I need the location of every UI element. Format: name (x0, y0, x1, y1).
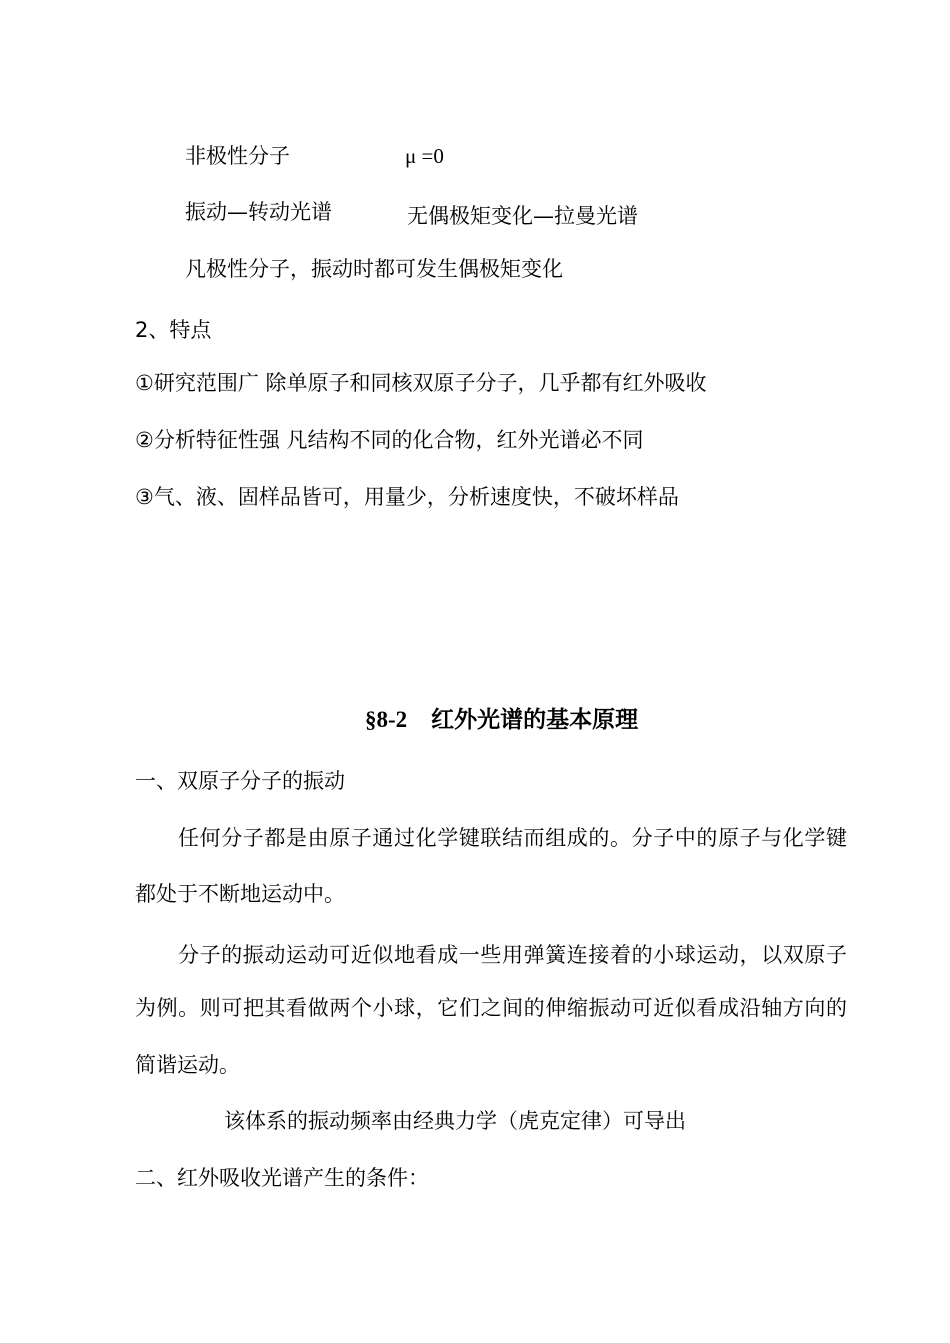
feature-item-3: ③气、液、固样品皆可，用量少，分析速度快，不破坏样品 (135, 485, 679, 509)
paragraph-2-line-2: 为例。则可把其看做两个小球，它们之间的伸缩振动可近似看成沿轴方向的 (135, 996, 847, 1020)
subheading-diatomic-vibration: 一、双原子分子的振动 (135, 769, 345, 793)
vibration-rotation-spectrum-text: 振动—转动光谱 (185, 200, 332, 224)
section-heading (365, 706, 638, 734)
feature-item-1: ①研究范围广 除单原子和同核双原子分子，几乎都有红外吸收 (135, 371, 707, 395)
polar-molecule-text: 凡极性分子，振动时都可发生偶极矩变化 (185, 257, 563, 281)
paragraph-2-line-3: 简谐运动。 (135, 1053, 240, 1077)
subheading-ir-absorption-conditions: 二、红外吸收光谱产生的条件： (135, 1166, 429, 1190)
feature-item-2: ②分析特征性强 凡结构不同的化合物，红外光谱必不同 (135, 428, 644, 452)
section-title: 红外光谱的基本原理 (431, 707, 639, 733)
nonpolar-molecule-text: 非极性分子 (185, 144, 290, 168)
features-heading: 2、特点 (135, 318, 212, 342)
paragraph-2-line-1: 分子的振动运动可近似地看成一些用弹簧连接着的小球运动，以双原子 (178, 943, 847, 967)
paragraph-1-line-1: 任何分子都是由原子通过化学键联结而组成的。分子中的原子与化学键 (178, 826, 847, 850)
raman-spectrum-text: 无偶极矩变化—拉曼光谱 (407, 204, 638, 228)
dipole-zero-formula: μ =0 (405, 144, 444, 168)
hooke-law-text: 该体系的振动频率由经典力学（虎克定律）可导出 (224, 1109, 686, 1133)
section-number: §8-2 (365, 707, 408, 732)
paragraph-1-line-2: 都处于不断地运动中。 (135, 882, 345, 906)
